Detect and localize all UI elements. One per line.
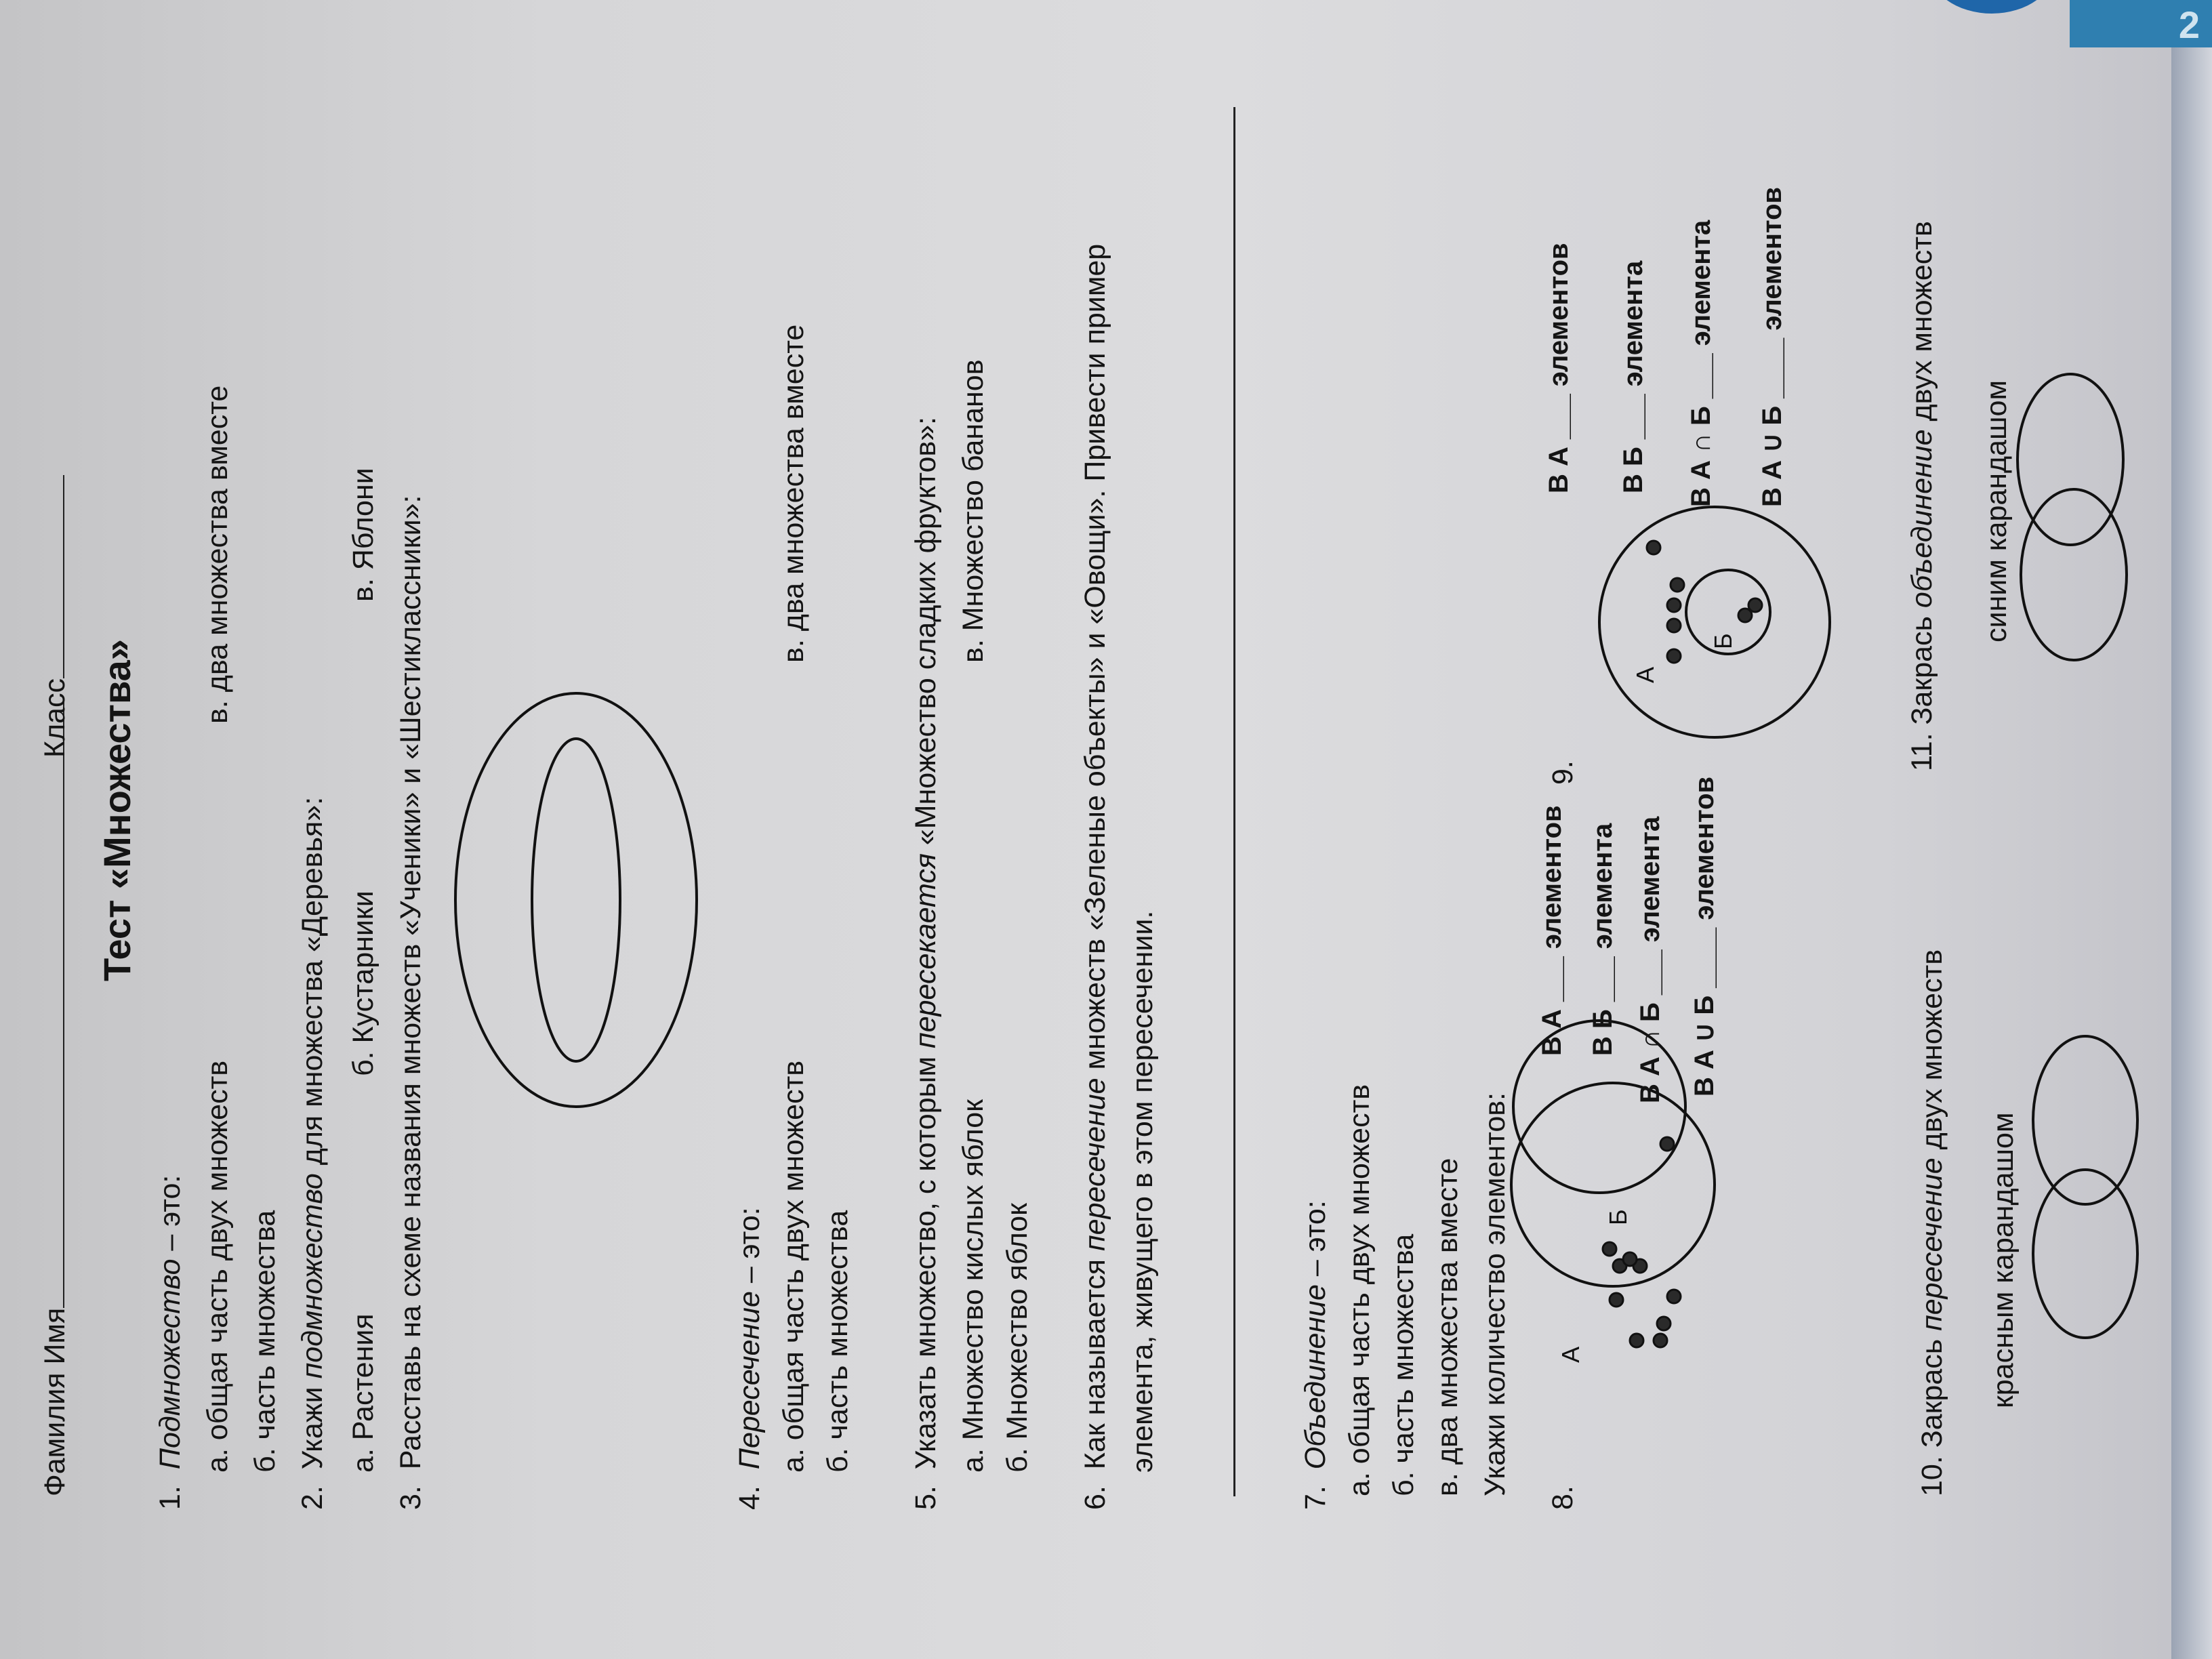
q11-right-ellipse xyxy=(2018,374,2123,545)
q8-count-b[interactable]: В Б ___ элемента xyxy=(1588,823,1618,1056)
question-5: 5. Указать множество, с которым пересекается «Множество сладких фруктов»: xyxy=(909,416,942,1510)
question-6-line-2: элемента, живущего в этом пересечении. xyxy=(1126,910,1159,1473)
q8-count-union[interactable]: В А ∪ Б ____ элементов xyxy=(1689,776,1719,1097)
q9-count-a[interactable]: В А ___ элементов xyxy=(1544,243,1574,493)
q9-set-a-label: А xyxy=(1631,666,1659,683)
q7-option-c[interactable]: в. два множества вместе xyxy=(1431,1158,1464,1496)
question-4: 4. Пересечение – это: xyxy=(733,1207,766,1510)
q8-count-intersection[interactable]: В А ∩ Б ___ элемента xyxy=(1635,816,1665,1103)
q9-count-b[interactable]: В Б ___ элемента xyxy=(1618,260,1648,493)
question-10-line-2: красным карандашом xyxy=(1987,1112,2020,1408)
question-11-line-2: синим карандашом xyxy=(1980,380,2013,642)
name-label: Фамилия Имя xyxy=(39,1307,71,1496)
question-8-number: 8. xyxy=(1547,1486,1579,1510)
q1-option-c[interactable]: в. два множества вместе xyxy=(201,385,234,724)
question-6: 6. Как называется пересечение множеств «Зеленые объекты» и «Овощи». Привести пример xyxy=(1079,243,1111,1510)
q4-option-b[interactable]: б. часть множества xyxy=(821,1210,854,1473)
q9-set-b-label: Б xyxy=(1709,633,1737,649)
q5-option-a[interactable]: а. Множество кислых яблок xyxy=(957,1099,989,1473)
q2-option-b[interactable]: б. Кустарники xyxy=(347,890,380,1076)
q4-option-a[interactable]: а. общая часть двух множеств xyxy=(777,1060,810,1473)
page-title: Тест «Множества» xyxy=(96,639,138,981)
q8-set-a-label: А xyxy=(1557,1346,1584,1363)
q7-option-b[interactable]: б. часть множества xyxy=(1387,1233,1420,1496)
q9-count-union[interactable]: В А ∪ Б ____ элементов xyxy=(1757,186,1787,507)
q7-option-a[interactable]: а. общая часть двух множеств xyxy=(1343,1084,1376,1496)
q8-set-b-label: Б xyxy=(1604,1209,1632,1225)
q9-count-intersection[interactable]: В А ∩ Б ___ элемента xyxy=(1686,220,1716,507)
q1-option-b[interactable]: б. часть множества xyxy=(249,1210,281,1473)
count-prompt: Укажи количество элементов: xyxy=(1479,1092,1511,1496)
question-2: 2. Укажи подмножество для множества «Деревья»: xyxy=(296,796,329,1510)
question-9-number: 9. xyxy=(1547,760,1579,785)
question-3: 3. Расставь на схеме названия множеств «Ученики» и «Шестиклассники»: xyxy=(394,495,427,1510)
corner-tab-number: 2 xyxy=(2178,3,2200,46)
q8-count-a[interactable]: В А ___ элементов xyxy=(1537,805,1567,1056)
class-label: Класс xyxy=(39,678,71,758)
question-11: 11. Закрась объединение двух множеств xyxy=(1906,221,1938,771)
q4-option-c[interactable]: в. два множества вместе xyxy=(777,324,810,663)
q2-option-c[interactable]: в. Яблони xyxy=(347,468,380,602)
question-10: 10. Закрась пересечение двух множеств xyxy=(1916,949,1948,1496)
q5-option-b[interactable]: б. Множество яблок xyxy=(1001,1203,1033,1473)
q2-option-a[interactable]: а. Растения xyxy=(347,1313,380,1473)
question-1: 1. Подмножество – это: xyxy=(154,1174,186,1510)
question-7: 7. Объединение – это: xyxy=(1299,1200,1332,1510)
q5-option-c[interactable]: в. Множество бананов xyxy=(957,359,989,663)
q1-option-a[interactable]: а. общая часть двух множеств xyxy=(201,1060,234,1473)
